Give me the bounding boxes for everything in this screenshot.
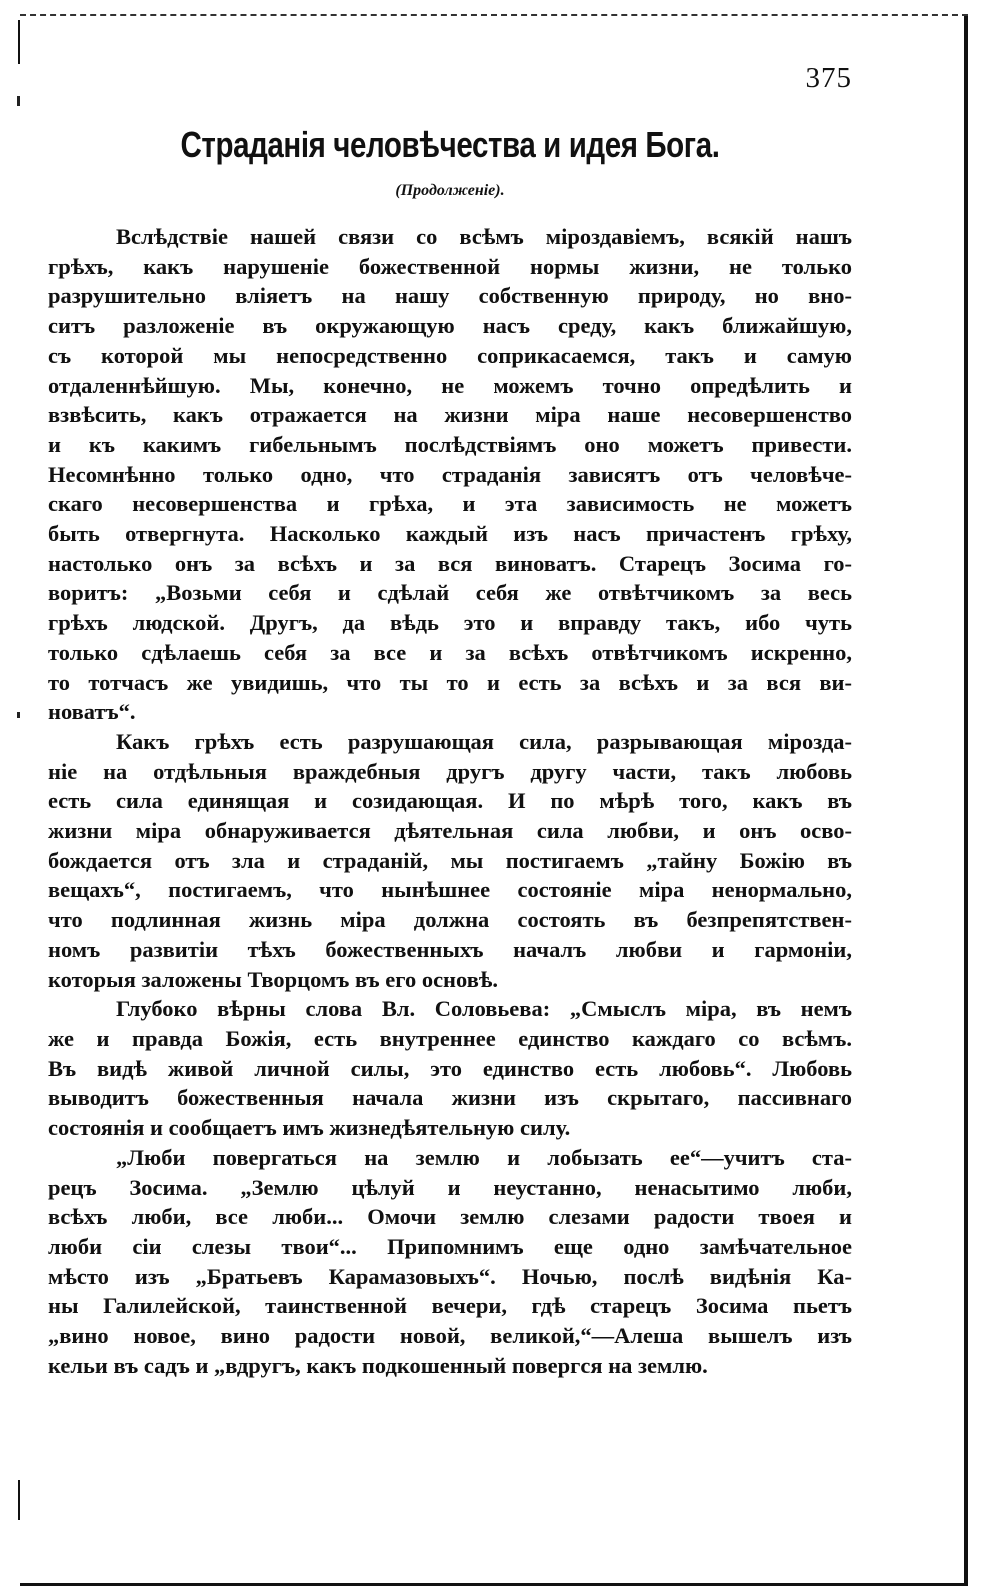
paragraph (48, 727, 852, 994)
text-line: же и правда Божія, есть внутреннее единство каждаго со всѣмъ. (48, 1025, 852, 1051)
paragraph (48, 1143, 852, 1381)
text-line: только сдѣлаешь себя за все и за всѣхъ отвѣтчикомъ искренно, (48, 639, 852, 665)
margin-mark (17, 96, 20, 106)
text-line: кельи въ садъ и „вдругъ, какъ подкошенный повергся на землю. (48, 1352, 708, 1378)
text-line: Глубоко вѣрны слова Вл. Соловьева: „Смыслъ міра, въ немъ (116, 996, 852, 1022)
text-line: Несомнѣнно только одно, что страданія зависятъ отъ человѣче- (48, 461, 852, 487)
text-line: есть сила единящая и созидающая. И по мѣрѣ того, какъ въ (48, 788, 852, 814)
text-line: воритъ: „Возьми себя и сдѣлай себя же отвѣтчикомъ за весь (48, 580, 852, 606)
page-border-left-lower (18, 1480, 20, 1520)
text-line: всѣхъ люби, все люби... Омочи землю слезами радости твоея и (48, 1204, 852, 1230)
text-line: мѣсто изъ „Братьевъ Карамазовыхъ“. Ночью, послѣ видѣнія Ка- (48, 1263, 852, 1289)
page-title: Страданія человѣчества и идея Бога. (180, 124, 720, 165)
text-line: состоянія и сообщаетъ имъ жизнедѣятельную силу. (48, 1115, 571, 1141)
page-number: 375 (805, 62, 852, 94)
text-line: скаго несовершенства и грѣха, и эта зависимость не можетъ (48, 491, 852, 517)
text-line: ніе на отдѣльныя враждебныя другъ другу части, такъ любовь (48, 758, 852, 784)
text-line: жизни міра обнаруживается дѣятельная сила любви, и онъ осво- (48, 818, 852, 844)
text-line: отдаленнѣйшую. Мы, конечно, не можемъ точно опредѣлить и (48, 372, 852, 398)
text-line: „Люби повергаться на землю и лобызать ее“—учитъ ста- (116, 1144, 852, 1170)
text-line: то тотчасъ же увидишь, что ты то и есть за всѣхъ и за вся ви- (48, 669, 852, 695)
text-line: съ которой мы непосредственно соприкасаемся, такъ и самую (48, 342, 852, 368)
text-line: Въ видѣ живой личной силы, это единство есть любовь“. Любовь (48, 1055, 852, 1081)
text-line: люби сіи слезы твои“... Припомнимъ еще одно замѣчательное (48, 1233, 852, 1259)
text-line: „вино новое, вино радости новой, великой,“—Алеша вышелъ изъ (48, 1323, 852, 1349)
text-line: Вслѣдствіе нашей связи со всѣмъ міроздавіемъ, всякій нашъ (116, 224, 852, 249)
paragraph (48, 994, 852, 1143)
text-line: и къ какимъ гибельнымъ послѣдствіямъ оно можетъ привести. (48, 431, 852, 457)
page-border-left (18, 20, 20, 64)
text-line: новатъ“. (48, 699, 136, 725)
page-border-top (20, 14, 968, 16)
page-border-right (964, 16, 968, 1586)
text-line: номъ развитіи тѣхъ божественныхъ началъ любви и гармоніи, (48, 936, 852, 962)
text-line: бождается отъ зла и страданій, мы постигаемъ „тайну Божію въ (48, 847, 852, 873)
text-line: рецъ Зосима. „Землю цѣлуй и неустанно, ненасытимо люби, (48, 1174, 852, 1200)
text-line: настолько онъ за всѣхъ и за вся виноватъ. Старецъ Зосима го- (48, 550, 852, 576)
text-line: которыя заложены Творцомъ въ его основѣ. (48, 966, 498, 992)
text-line: Какъ грѣхъ есть разрушающая сила, разрывающая мірозда- (116, 728, 852, 754)
text-line: что подлинная жизнь міра должна состоять въ безпрепятствен- (48, 907, 852, 933)
body-text (48, 222, 852, 1380)
text-line: взвѣсить, какъ отражается на жизни міра наше несовершенство (48, 402, 852, 428)
text-line: грѣхъ людской. Другъ, да вѣдь это и вправду такъ, ибо чуть (48, 610, 852, 636)
page-border-bottom (20, 1583, 968, 1586)
text-line: вещахъ“, постигаемъ, что нынѣшнее состояніе міра ненормально, (48, 877, 852, 903)
text-line: ны Галилейской, таинственной вечери, гдѣ старецъ Зосима пьетъ (48, 1293, 852, 1319)
text-line: выводитъ божественныя начала жизни изъ скрытаго, пассивнаго (48, 1085, 852, 1111)
text-line: быть отвергнута. Насколько каждый изъ насъ причастенъ грѣху, (48, 521, 852, 547)
paragraph (48, 222, 852, 727)
page-subtitle: (Продолженіе). (395, 182, 505, 199)
text-line: разрушительно вліяетъ на нашу собственную природу, но вно- (48, 283, 852, 309)
text-line: ситъ разложеніе въ окружающую насъ среду, какъ ближайшую, (48, 313, 852, 339)
margin-mark (17, 712, 20, 718)
text-line: грѣхъ, какъ нарушеніе божественной нормы жизни, не только (48, 253, 852, 279)
